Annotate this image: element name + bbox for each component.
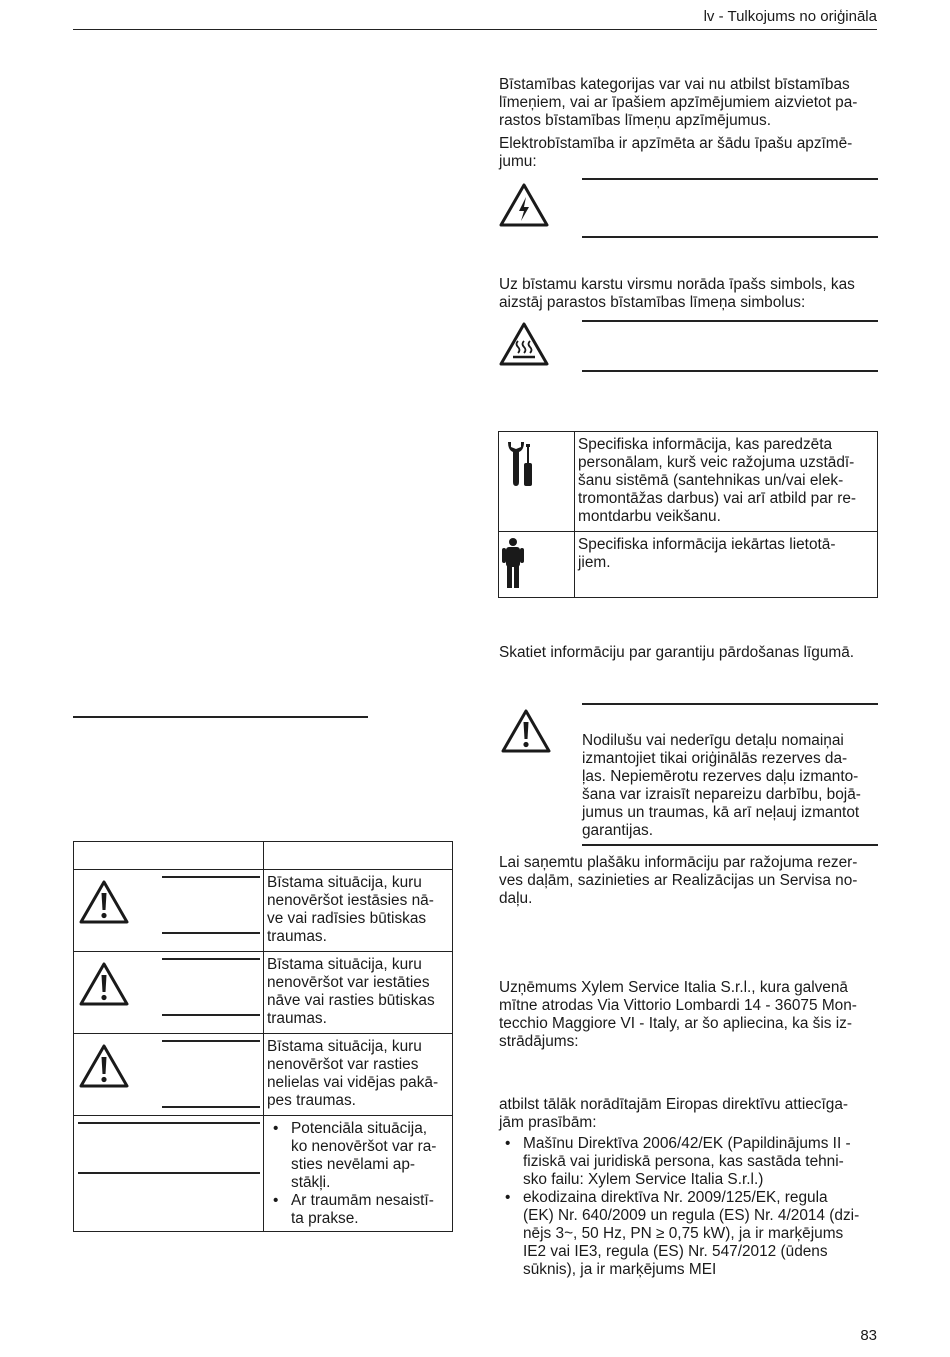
spare-parts-paragraph: Lai saņemtu plašāku informāciju par ražojuma rezer- ves daļām, sazinieties ar Realizācijas un Servisa no- daļu. bbox=[499, 854, 858, 907]
list-item: • ekodizaina direktīva Nr. 2009/125/EK, regula (EK) Nr. 640/2009 un regula (ES) Nr. 4/2014 (dzi- nējs 3~, 50 Hz, PN ≥ 0,75 kW), ja ir marķējums IE2 vai IE3, regula (ES) Nr. 547/2012 (ūdens sūknis), ja ir marķējums MEI bbox=[499, 1189, 881, 1279]
directives-list bbox=[499, 1135, 881, 1279]
header-divider bbox=[73, 29, 877, 30]
spare-warning-top-rule bbox=[582, 703, 878, 705]
hazard-categories-paragraph: Bīstamības kategorijas var vai nu atbilst bīstamības līmeņiem, vai ar īpašiem apzīmējumiem aizvietot pa- rastos bīstamības līmeņu apzīmējumus. bbox=[499, 76, 858, 129]
electric-box-bottom-rule bbox=[582, 236, 878, 238]
user-icon bbox=[499, 536, 529, 592]
list-item: • Ar traumām nesaistī- ta prakse. bbox=[267, 1192, 450, 1228]
complies-paragraph: atbilst tālāk norādītajām Eiropas direktīvu attiecīga- jām prasībām: bbox=[499, 1096, 849, 1131]
electric-hazard-paragraph: Elektrobīstamība ir apzīmēta ar šādu īpašu apzīmē- jumu: bbox=[499, 135, 853, 170]
warning-triangle-icon bbox=[78, 1043, 130, 1089]
hot-surface-icon bbox=[498, 321, 550, 367]
table-row bbox=[74, 1116, 453, 1232]
hot-box-top-rule bbox=[582, 320, 878, 322]
table-row: Bīstama situācija, kuru nenovēršot var iestāties nāve vai rasties būtiskas traumas. bbox=[74, 952, 453, 1034]
table-row: Bīstama situācija, kuru nenovēršot iestāsies nā- ve vai radīsies būtiskas traumas. bbox=[74, 870, 453, 952]
electric-hazard-icon bbox=[498, 182, 550, 228]
page-number: 83 bbox=[860, 1327, 877, 1344]
warning-triangle-icon bbox=[78, 879, 130, 925]
info-row-user: Specifiska informācija iekārtas lietotā- jiem. bbox=[499, 532, 878, 598]
table-header-row bbox=[74, 842, 453, 870]
spare-warning-bottom-rule bbox=[582, 844, 878, 846]
company-declaration-paragraph: Uzņēmums Xylem Service Italia S.r.l., kura galvenā mītne atrodas Via Vittorio Lombardi 14 - 36075 Mon- tecchio Maggiore VI - Italy, ar šo apliecina, ka šis iz- strādājums: bbox=[499, 979, 857, 1050]
notice-list bbox=[267, 1120, 450, 1228]
section-rule bbox=[73, 716, 368, 718]
spare-warning-text: Nodilušu vai nederīgu detaļu nomaiņai izmantojiet tikai oriģinālās rezerves da- ļas. Nepiemērotu rezerves daļu izmanto- šana var izraisīt nepareizu darbību, bojā- jumus un traumas, kā arī neļauj izmantot garantijas. bbox=[582, 732, 861, 839]
warranty-text: Skatiet informāciju par garantiju pārdošanas līgumā. bbox=[499, 644, 855, 661]
warning-triangle-icon bbox=[500, 708, 552, 754]
warning-triangle-icon bbox=[78, 961, 130, 1007]
tools-icon bbox=[502, 436, 542, 496]
hot-box-bottom-rule bbox=[582, 370, 878, 372]
electric-box-top-rule bbox=[582, 178, 878, 180]
table-row: Bīstama situācija, kuru nenovēršot var rasties nelielas vai vidējas pakā- pes traumas. bbox=[74, 1034, 453, 1116]
hot-surface-paragraph: Uz bīstamu karstu virsmu norāda īpašs simbols, kas aizstāj parastos bīstamības līmeņa simbolus: bbox=[499, 276, 855, 311]
info-row-installer: Specifiska informācija, kas paredzēta personālam, kurš veic ražojuma uzstādī- šanu sistēmā (santehnikas un/vai elek- tromontāžas darbus) vai arī atbild par re- montdarbu veikšanu. bbox=[499, 432, 878, 532]
page-header-title: lv - Tulkojums no oriģināla bbox=[703, 8, 877, 25]
list-item: • Potenciāla situācija, ko nenovēršot var ra- sties nevēlami ap- stākļi. bbox=[267, 1120, 450, 1192]
hazard-levels-table bbox=[73, 841, 453, 1232]
list-item: • Mašīnu Direktīva 2006/42/EK (Papildinājums II - fiziskā vai juridiskā persona, kas sastāda tehni- sko failu: Xylem Service Italia S.r.l.) bbox=[499, 1135, 881, 1189]
info-symbols-table bbox=[498, 431, 878, 598]
